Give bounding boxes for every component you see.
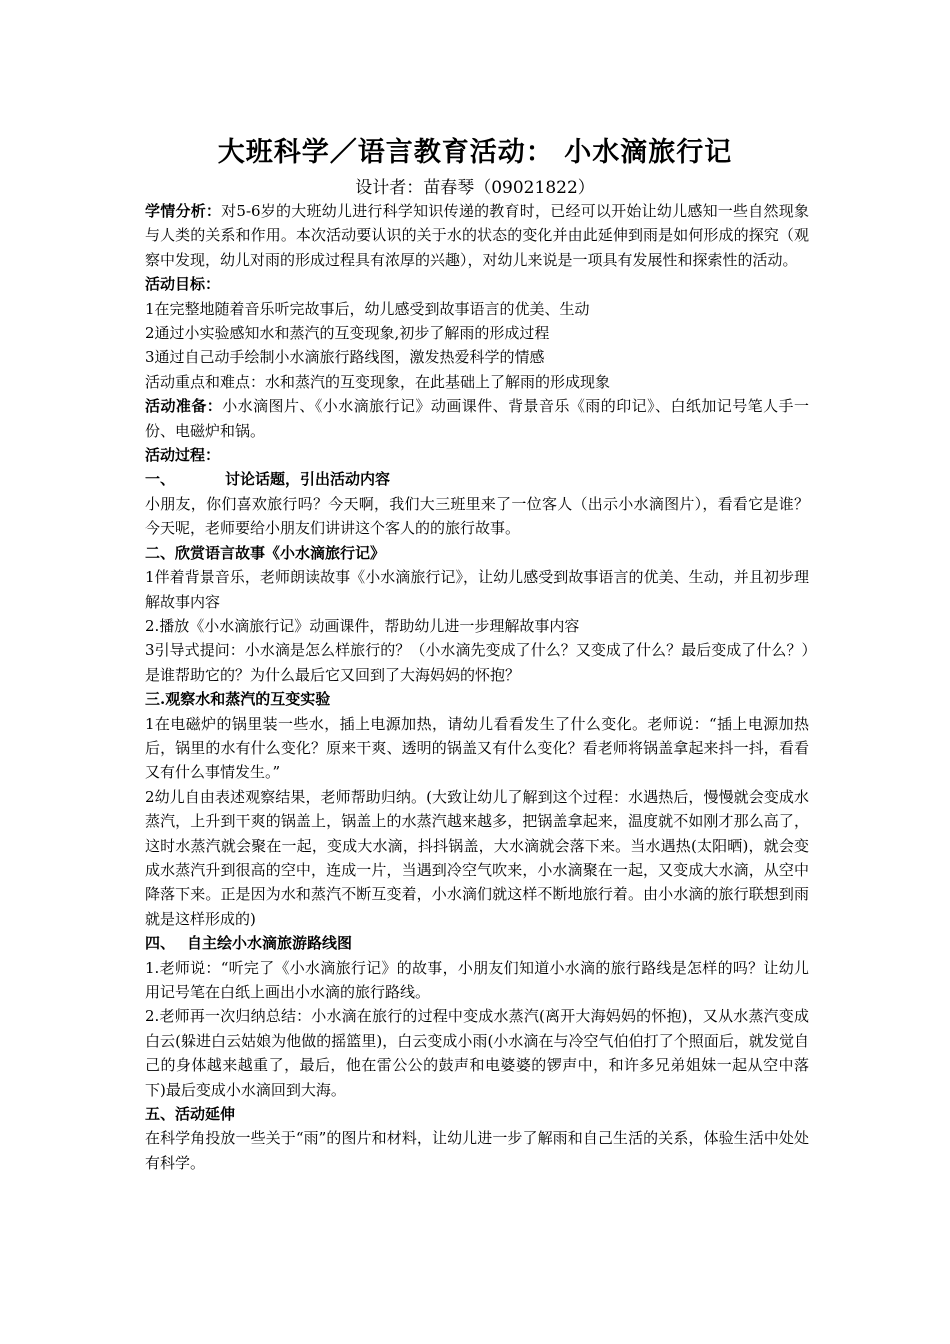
section-heading-3: 三.观察水和蒸汽的互变实验 [145,690,331,709]
process-label: 活动过程： [145,446,221,465]
section-2-paragraph-3: 3引导式提问：小水滴是怎么样旅行的？（小水滴先变成了什么？又变成了什么？最后变成了什么？）是谁帮助它的？为什么最后它又回到了大海妈妈的怀抱？ [145,641,809,684]
analysis-paragraph [145,199,809,272]
designer-line: 设计者：苗春琴（09021822） [355,178,595,198]
section-heading-1 [145,467,809,491]
section-3-paragraph-2: 2幼儿自由表述观察结果，老师帮助归纳。(大致让幼儿了解到这个过程：水遇热后，慢慢就会变成水蒸汽，上升到干爽的锅盖上，锅盖上的水蒸汽越来越多，把锅盖拿起来，温度就不如刚才那么高了，这时水蒸汽就会聚在一起，变成大水滴，抖抖锅盖，大水滴就会落下来。当水遇热(太阳晒)，就会变成水蒸汽升到很高的空中，连成一片，当遇到冷空气吹来，小水滴聚在一起，又变成大水滴，从空中降落下来。正是因为水和蒸汽不断互变着，小水滴们就这样不断地旅行着。由小水滴的旅行联想到雨就是这样形成的) [145,787,809,928]
section-heading-4 [145,931,809,955]
prep-paragraph [145,394,809,443]
document-title: 大班科学／语言教育活动： 小水滴旅行记 [217,137,733,168]
section-2-paragraph-2: 2.播放《小水滴旅行记》动画课件，帮助幼儿进一步理解故事内容 [145,616,580,635]
section-number-1: 一、 [145,470,176,489]
goals-label: 活动目标： [145,275,221,294]
section-4-paragraph-2: 2.老师再一次归纳总结：小水滴在旅行的过程中变成水蒸汽(离开大海妈妈的怀抱)，又从水蒸汽变成白云(躲进白云姑娘为他做的摇篮里)，白云变成小雨(小水滴在与冷空气伯伯打了个照面后，就发觉自己的身体越来越重了，最后，他在雷公公的鼓声和电婆婆的锣声中，和许多兄弟姐妹一起从空中落下)最后变成小水滴回到大海。 [145,1007,809,1099]
section-2-paragraph-1: 1伴着背景音乐，老师朗读故事《小水滴旅行记》，让幼儿感受到故事语言的优美、生动，并且初步理解故事内容 [145,568,809,611]
section-heading-5: 五、活动延伸 [145,1105,236,1124]
analysis-label: 学情分析： [145,202,222,220]
document-body [145,199,809,1175]
section-5-paragraph-1: 在科学角投放一些关于“雨”的图片和材料，让幼儿进一步了解雨和自己生活的关系，体验生活中处处有科学。 [145,1129,809,1172]
section-1-paragraph-1: 小朋友，你们喜欢旅行吗？今天啊，我们大三班里来了一位客人（出示小水滴图片），看看它是谁？今天呢，老师要给小朋友们讲讲这个客人的的旅行故事。 [145,494,809,538]
goal-item-3: 3通过自己动手绘制小水滴旅行路线图，激发热爱科学的情感 [145,348,545,367]
section-number-4: 四、 [145,934,176,953]
section-title-4: 自主绘小水滴旅游路线图 [187,934,353,953]
goal-item-1: 1在完整地随着音乐听完故事后，幼儿感受到故事语言的优美、生动 [145,299,590,318]
section-3-paragraph-1: 1在电磁炉的锅里装一些水，插上电源加热，请幼儿看看发生了什么变化。老师说：“插上电源加热后，锅里的水有什么变化？原来干爽、透明的锅盖又有什么变化？看老师将锅盖拿起来抖一抖，看看又有什么事情发生。” [145,714,809,782]
section-4-paragraph-1: 1.老师说：“听完了《小水滴旅行记》的故事，小朋友们知道小水滴的旅行路线是怎样的吗？让幼儿用记号笔在白纸上画出小水滴的旅行路线。 [145,958,809,1001]
goal-item-2: 2通过小实验感知水和蒸汽的互变现象,初步了解雨的形成过程 [145,324,550,343]
section-title-1: 讨论话题，引出活动内容 [225,470,391,489]
prep-label: 活动准备： [145,397,223,416]
prep-text: 小水滴图片、《小水滴旅行记》动画课件、背景音乐《雨的印记》、白纸加记号笔人手一份、电磁炉和锅。 [145,397,809,440]
key-points: 活动重点和难点：水和蒸汽的互变现象，在此基础上了解雨的形成现象 [145,372,611,391]
analysis-text: 对5-6岁的大班幼儿进行科学知识传递的教育时，已经可以开始让幼儿感知一些自然现象与人类的关系和作用。本次活动要认识的关于水的状态的变化并由此延伸到雨是如何形成的探究（观察中发现，幼儿对雨的形成过程具有浓厚的兴趣），对幼儿来说是一项具有发展性和探索性的活动。 [145,202,809,269]
section-heading-2: 二、欣赏语言故事《小水滴旅行记》 [145,543,386,562]
